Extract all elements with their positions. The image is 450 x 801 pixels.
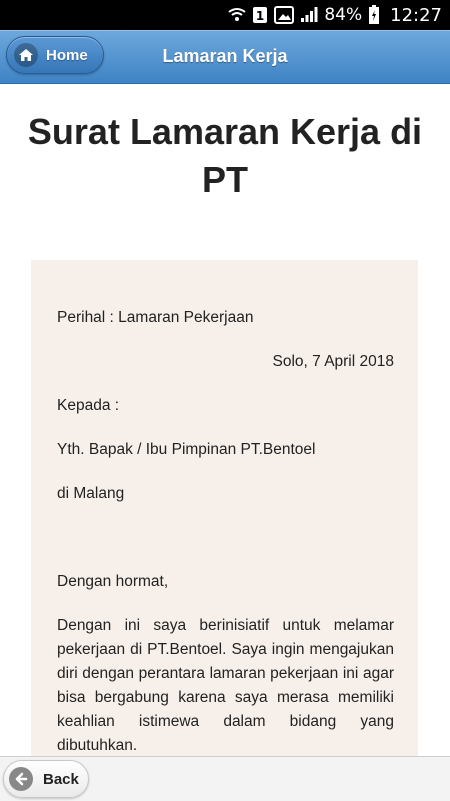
letter-to: Kepada : <box>57 397 120 414</box>
page-title: Surat Lamaran Kerja di PT <box>27 111 423 200</box>
back-button[interactable] <box>3 760 89 798</box>
clock: 12:27 <box>390 4 442 26</box>
signal-icon <box>300 7 318 23</box>
image-icon <box>274 6 294 24</box>
home-label: Home <box>46 46 88 64</box>
wifi-icon <box>228 7 246 23</box>
status-bar <box>0 0 450 30</box>
letter-addressee: Yth. Bapak / Ibu Pimpinan PT.Bentoel <box>57 441 316 458</box>
letter-card <box>31 260 418 756</box>
back-arrow-icon <box>9 767 33 791</box>
back-label: Back <box>43 770 79 788</box>
sim-icon <box>252 6 268 24</box>
app-header <box>0 30 450 84</box>
sim-label: 1 <box>256 9 265 23</box>
home-button[interactable] <box>6 36 104 74</box>
home-icon <box>14 43 38 67</box>
battery-icon <box>368 5 380 25</box>
letter-date: Solo, 7 April 2018 <box>272 353 394 370</box>
content-area[interactable] <box>0 84 450 756</box>
battery-percent: 84% <box>324 5 363 25</box>
letter-paragraph: Dengan ini saya berinisiatif untuk melamar pekerjaan di PT.Bentoel. Saya ingin mengajukan diri dengan perantara lamaran pekerjaan ini agar bisa bergabung karena saya merasa memiliki keahlian istimewa dalam bidang yang dibutuhkan. <box>57 617 394 754</box>
letter-greeting: Dengan hormat, <box>57 573 169 590</box>
header-title-text: Lamaran Kerja <box>162 46 288 66</box>
letter-subject: Perihal : Lamaran Pekerjaan <box>57 309 254 326</box>
status-icons <box>228 0 442 30</box>
footer-bar <box>0 756 450 801</box>
letter-body <box>31 260 418 756</box>
letter-city: di Malang <box>57 485 125 502</box>
